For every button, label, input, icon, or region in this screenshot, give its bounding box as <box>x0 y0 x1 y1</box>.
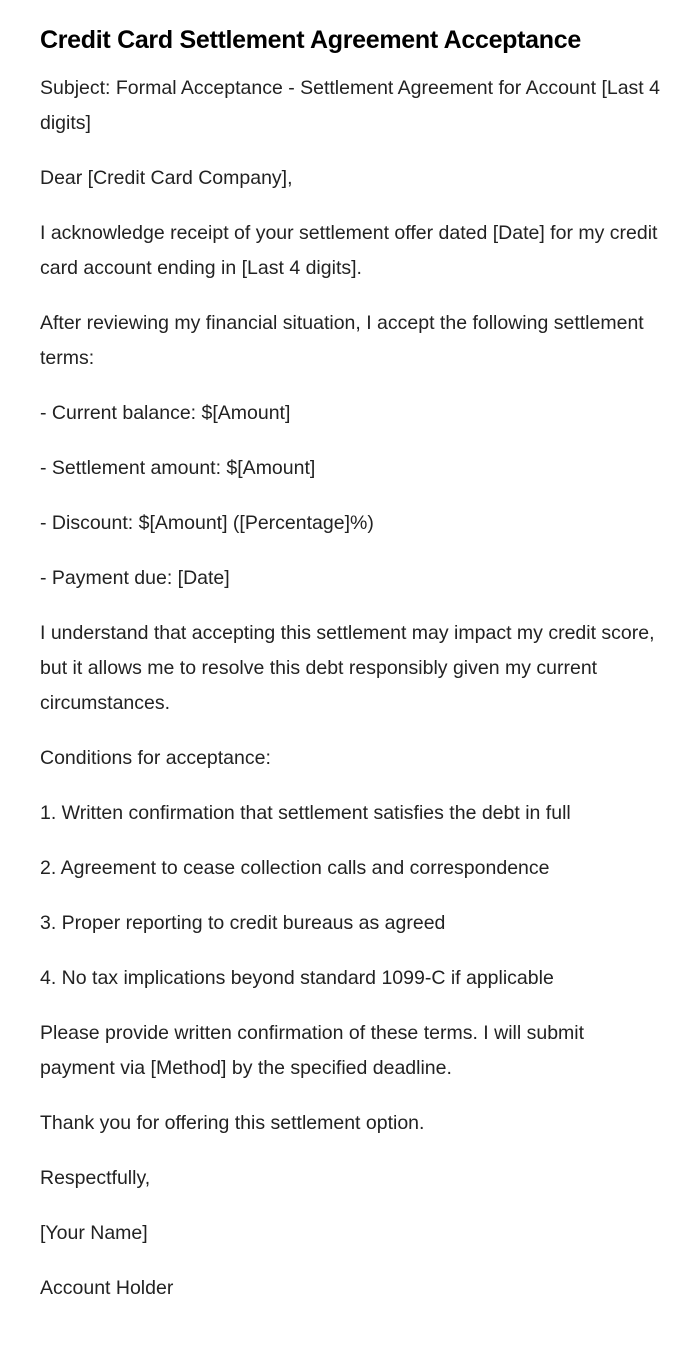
paragraph: - Discount: $[Amount] ([Percentage]%) <box>40 512 374 534</box>
paragraph: Please provide written confirmation of these terms. I will submit payment via [Method] by the specified deadline. <box>40 1022 585 1079</box>
paragraph: Respectfully, <box>40 1167 151 1189</box>
paragraph: - Current balance: $[Amount] <box>40 402 291 424</box>
paragraph: 2. Agreement to cease collection calls and correspondence <box>40 857 550 879</box>
paragraph: Subject: Formal Acceptance - Settlement Agreement for Account [Last 4 digits] <box>40 77 660 134</box>
paragraph: I acknowledge receipt of your settlement offer dated [Date] for my credit card account ending in [Last 4 digits]. <box>40 222 658 279</box>
paragraph: Dear [Credit Card Company], <box>40 167 293 189</box>
paragraph: 1. Written confirmation that settlement satisfies the debt in full <box>40 802 571 824</box>
document-body <box>40 71 660 1306</box>
paragraph: After reviewing my financial situation, I accept the following settlement terms: <box>40 312 644 369</box>
paragraph: Conditions for acceptance: <box>40 747 271 769</box>
paragraph: - Payment due: [Date] <box>40 567 230 589</box>
paragraph: I understand that accepting this settlement may impact my credit score, but it allows me to resolve this debt responsibly given my current circumstances. <box>40 622 655 714</box>
paragraph: Account Holder <box>40 1277 174 1299</box>
paragraph: [Your Name] <box>40 1222 148 1244</box>
document-title: Credit Card Settlement Agreement Acceptance <box>40 26 581 54</box>
paragraph: Thank you for offering this settlement option. <box>40 1112 425 1134</box>
paragraph: 3. Proper reporting to credit bureaus as agreed <box>40 912 446 934</box>
paragraph: - Settlement amount: $[Amount] <box>40 457 316 479</box>
paragraph: 4. No tax implications beyond standard 1099-C if applicable <box>40 967 554 989</box>
